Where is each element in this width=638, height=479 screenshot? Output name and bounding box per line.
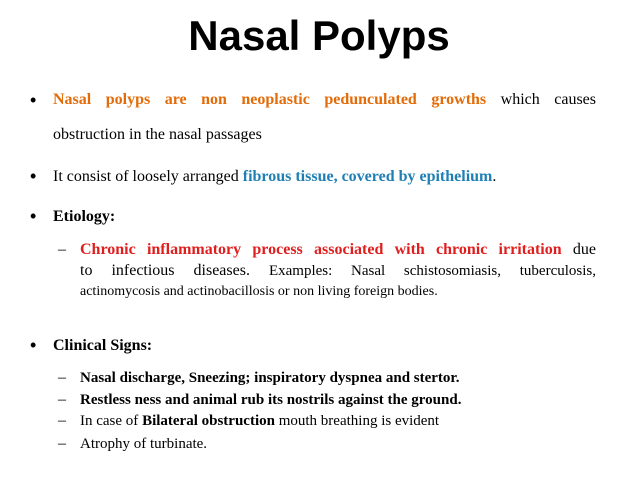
- clinical-dash-4: –: [58, 435, 66, 452]
- p1-highlight: Nasal polyps are non neoplastic pedunculated growths: [53, 91, 487, 108]
- p1-line2: obstruction in the nasal passages: [53, 126, 262, 143]
- bullet-3: •: [30, 206, 37, 226]
- clinical-item-3: [80, 413, 439, 430]
- etiology-line1: [80, 241, 596, 259]
- p1-rest: which causes: [500, 91, 596, 108]
- etiology-line2a: to infectious diseases.: [80, 262, 250, 279]
- clinical-item-1: Nasal discharge, Sneezing; inspiratory dyspnea and stertor.: [80, 370, 460, 386]
- etiology-rest: due: [572, 241, 597, 258]
- etiology-line2: [80, 262, 596, 280]
- clinical-item-3-pre: In case of: [80, 413, 143, 429]
- bullet-4: •: [30, 335, 37, 355]
- p2-highlight: fibrous tissue, covered by epithelium: [242, 168, 493, 185]
- clinical-item-3-bold: Bilateral obstruction: [142, 413, 275, 429]
- etiology-line2b: Examples: Nasal schistosomiasis, tuberculosis,: [268, 263, 597, 279]
- etiology-heading: Etiology:: [53, 208, 116, 225]
- p2-post: .: [492, 168, 497, 185]
- p1-line1: [53, 91, 596, 109]
- bullet-1: •: [30, 90, 37, 110]
- bullet-2: •: [30, 166, 37, 186]
- clinical-dash-3: –: [58, 412, 66, 429]
- clinical-item-4: Atrophy of turbinate.: [80, 436, 208, 452]
- clinical-item-3-rest: mouth breathing is evident: [274, 413, 440, 429]
- etiology-line3: actinomycosis and actinobacillosis or non living foreign bodies.: [80, 284, 438, 299]
- clinical-dash-1: –: [58, 369, 66, 386]
- clinical-item-2: Restless ness and animal rub its nostrils against the ground.: [80, 392, 462, 408]
- slide-title: Nasal Polyps: [188, 12, 450, 59]
- clinical-heading: Clinical Signs:: [53, 337, 153, 354]
- p2-pre: It consist of loosely arranged: [53, 168, 243, 185]
- clinical-dash-2: –: [58, 391, 66, 408]
- etiology-highlight: Chronic inflammatory process associated with chronic irritation: [80, 241, 562, 258]
- etiology-dash: –: [58, 241, 66, 258]
- p2-text: [53, 168, 496, 186]
